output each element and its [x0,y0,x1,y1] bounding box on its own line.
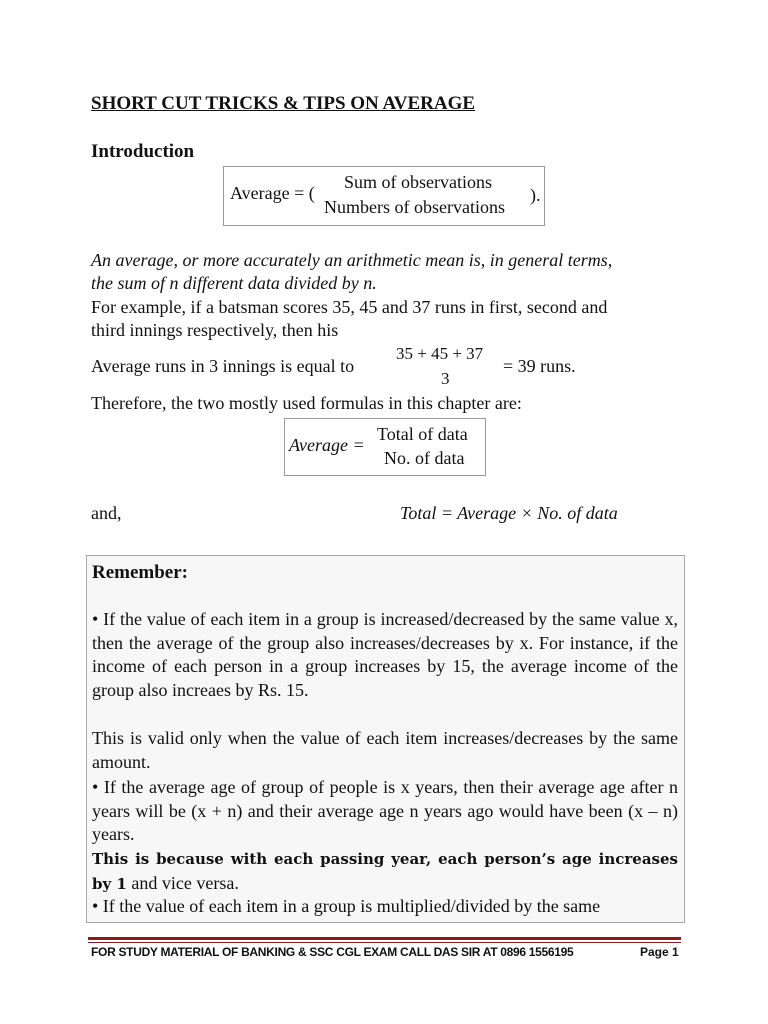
example-line-1: For example, if a batsman scores 35, 45 and 37 runs in first, second and [91,297,608,317]
average-formula-box-2 [284,418,486,476]
formula-lhs: Average = ( [230,183,315,203]
example-denominator: 3 [441,369,450,388]
section-heading-introduction: Introduction [91,141,195,162]
page-title: SHORT CUT TRICKS & TIPS ON AVERAGE [91,93,476,114]
remember-box [86,555,685,923]
example-result: = 39 runs. [503,356,576,376]
remember-point-3: • If the value of each item in a group is multiplied/divided by the same [92,896,601,916]
average-formula-box [223,166,545,226]
remember-note-2-bold: This is because with each passing year, each person’s age increases by 1 [92,850,678,893]
formula-numerator: Sum of observations [344,172,492,192]
formula2-numerator: Total of data [377,424,468,444]
formula2-lhs: Average = [289,435,365,455]
remember-point-1: • If the value of each item in a group is increased/decreased by the same value x, then the average of the group also increases/decreases by x. For instance, if the income of each person in a group increases by 15, the average income of the group also increaes by Rs. 15. [92,609,678,700]
example-numerator: 35 + 45 + 37 [396,344,484,363]
footer-text: FOR STUDY MATERIAL OF BANKING & SSC CGL EXAM CALL DAS SIR AT 0896 1556195 [91,945,574,959]
formula2-denominator: No. of data [384,448,465,468]
footer-rule-thin [88,942,681,943]
remember-point-2: • If the average age of group of people is x years, then their average age after n years will be (x + n) and their average age n years ago would have been (x – n) years. [92,777,678,844]
total-formula: Total = Average × No. of data [400,503,618,523]
remember-heading: Remember: [92,562,189,583]
example-line-3: Average runs in 3 innings is equal to [91,356,355,376]
footer-rule-thick [88,937,681,940]
formula-denominator: Numbers of observations [324,197,505,217]
remember-note-1: This is valid only when the value of each item increases/decreases by the same amount. [92,728,678,772]
therefore-line: Therefore, the two mostly used formulas in this chapter are: [91,393,522,413]
definition-line-1: An average, or more accurately an arithmetic mean is, in general terms, [91,250,613,270]
page-number: Page 1 [640,945,679,959]
remember-note-2-rest: and vice versa. [131,872,239,893]
and-label: and, [91,503,122,523]
formula-rhs: ). [530,185,541,205]
remember-note-2 [92,847,678,896]
example-line-2: third innings respectively, then his [91,320,339,340]
definition-line-2: the sum of n different data divided by n. [91,273,377,293]
